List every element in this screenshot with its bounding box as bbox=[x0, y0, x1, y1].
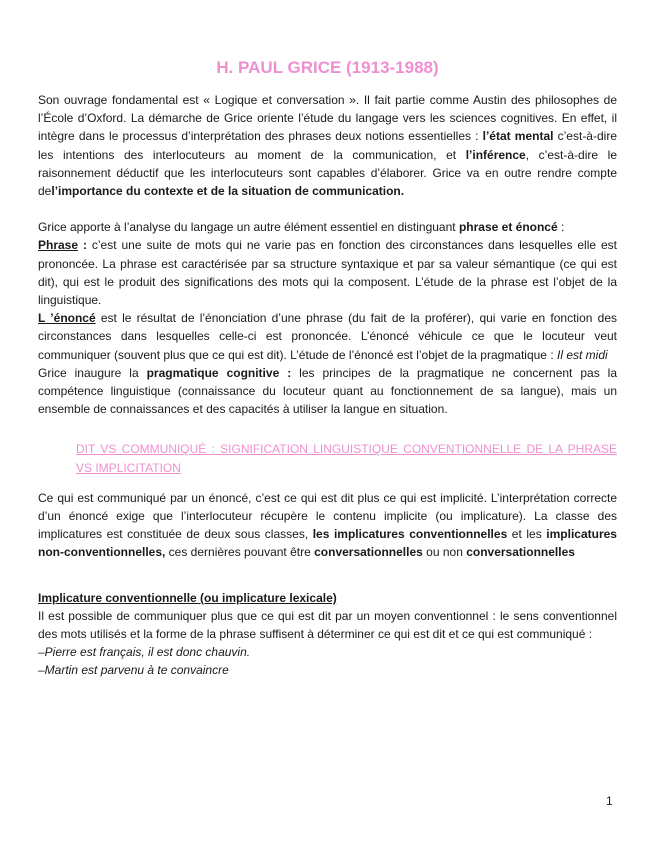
apport-bold: phrase et énoncé bbox=[458, 220, 558, 235]
intro-bold-contexte: l’importance du contexte et de la situation de communication. bbox=[51, 184, 405, 199]
section-subheading: DIT VS COMMUNIQUÉ : SIGNIFICATION LINGUISTIQUE CONVENTIONNELLE DE LA PHRASE VS IMPLICITATION bbox=[76, 442, 617, 475]
enonce-definition bbox=[38, 309, 617, 364]
phrase-colon: : bbox=[78, 238, 87, 253]
implicature-text: Il est possible de communiquer plus que ce qui est dit par un moyen conventionnel : le sens conventionnel des mots utilisés et la forme de la phrase suffisent à déterminer ce qui est dit et ce qui est communiqué : bbox=[38, 608, 617, 642]
page-title: H. PAUL GRICE (1913-1988) bbox=[216, 58, 439, 77]
apport-paragraph bbox=[38, 218, 617, 236]
enonce-label: L ’énoncé bbox=[38, 311, 96, 326]
communique-paragraph bbox=[38, 489, 617, 562]
intro-bold-inference: l’inférence bbox=[465, 147, 526, 162]
apport-text-1: Grice apporte à l’analyse du langage un autre élément essentiel en distinguant bbox=[38, 220, 459, 235]
communique-text-4: ou non bbox=[422, 545, 467, 560]
apport-text-2: : bbox=[557, 220, 565, 235]
example-2 bbox=[38, 661, 617, 679]
phrase-definition bbox=[38, 236, 617, 309]
communique-bold-1: les implicatures conventionnelles bbox=[312, 527, 508, 542]
intro-paragraph bbox=[38, 91, 617, 200]
implicature-heading-text: Implicature conventionnelle (ou implicature lexicale) bbox=[38, 590, 337, 605]
example-2-text: –Martin est parvenu à te convaincre bbox=[38, 663, 229, 678]
communique-bold-4: conversationnelles bbox=[466, 545, 575, 560]
intro-text-3: , c’est-à-dire le raisonnement déductif que les interlocuteurs sont capables d’élaborer. Grice va en outre rendre compte de bbox=[38, 147, 617, 199]
communique-text-1: Ce qui est communiqué par un énoncé, c’est ce qui est dit plus ce qui est implicité. L’interprétation correcte d’un énoncé exige que l’interlocuteur récupère le contenu implicite (ou implicature). La classe des implicatures est constituée de deux sous classes, bbox=[38, 490, 617, 542]
example-1 bbox=[38, 643, 617, 661]
communique-text-2: et les bbox=[507, 527, 547, 542]
pragma-text-1: Grice inaugure la bbox=[38, 365, 147, 380]
enonce-example: Il est midi bbox=[556, 347, 608, 362]
intro-bold-etat-mental: l’état mental bbox=[482, 129, 554, 144]
phrase-text: c’est une suite de mots qui ne varie pas en fonction des circonstances dans lesquelles elle est prononcée. La phrase est caractérisée par sa structure syntaxique et par sa valeur sémantique (ce qui est dit), qui est le produit des significations des mots qui la composent. L’étude de la phrase est l’objet de la linguistique. bbox=[38, 238, 617, 308]
communique-text-3: ces dernières pouvant être bbox=[165, 545, 315, 560]
implicature-heading bbox=[38, 589, 617, 607]
communique-bold-3: conversationnelles bbox=[314, 545, 423, 560]
pragma-text-2: les principes de la pragmatique ne concernent pas la compétence linguistique (connaissance du locuteur quant au fonctionnement de sa langue), mais un ensemble de connaissances et des capacités à utiliser la langue en situation. bbox=[38, 365, 617, 417]
intro-text-2: c’est-à-dire les intentions des interlocuteurs au moment de la communication, et bbox=[38, 129, 617, 162]
phrase-label: Phrase bbox=[38, 238, 79, 253]
document-page bbox=[38, 58, 617, 680]
example-1-text: –Pierre est français, il est donc chauvin. bbox=[38, 645, 251, 660]
pragma-bold: pragmatique cognitive : bbox=[146, 365, 292, 380]
communique-bold-2: implicatures non-conventionnelles, bbox=[38, 527, 617, 560]
enonce-text: est le résultat de l’énonciation d’une phrase (du fait de la proférer), qui varie en fonction des circonstances dans lesquelles celle-ci est prononcée. L’énoncé véhicule ce que le locuteur veut communiquer (souvent plus que ce qui est dit). L’étude de l’énoncé est l’objet de la pragmatique : bbox=[38, 311, 617, 362]
page-number: 1 bbox=[606, 794, 613, 808]
intro-text-1: Son ouvrage fondamental est « Logique et conversation ». Il fait partie comme Austin des philosophes de l’École d’Oxford. La démarche de Grice oriente l’étude du langage vers les sciences cognitives. En effet, il intègre dans le processus d’interprétation des phrases deux notions essentielles : bbox=[38, 93, 617, 144]
pragmatique-paragraph bbox=[38, 364, 617, 419]
